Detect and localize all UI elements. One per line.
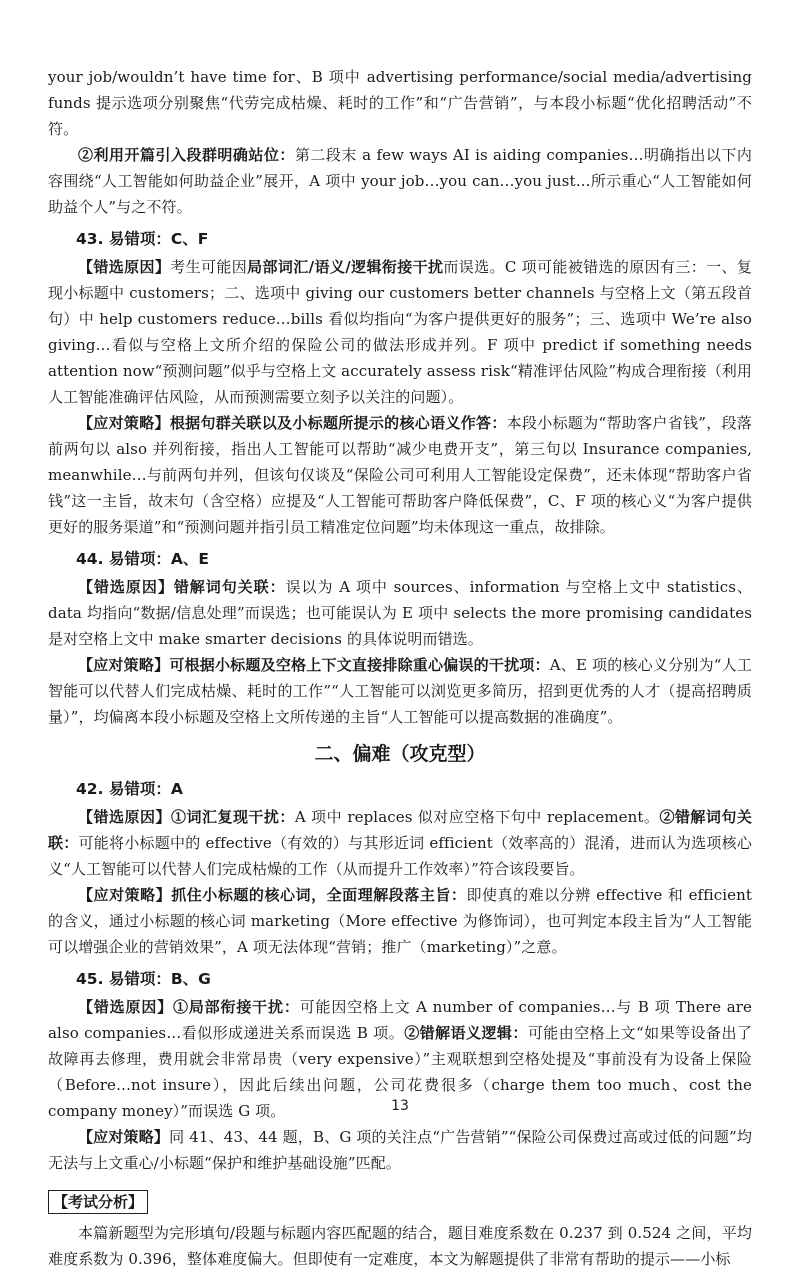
q42-reason-tail: A 项中 replaces 似对应空格下句中 replacement。 — [294, 808, 660, 826]
q44-strategy — [48, 652, 752, 730]
q45-reason-bold-2: ②错解语义逻辑： — [404, 1024, 528, 1042]
q42-strategy — [48, 882, 752, 960]
q43-reason — [48, 254, 752, 410]
q43-strategy — [48, 410, 752, 540]
intro-p2-lead: ②利用开篇引入段群明确站位： — [78, 146, 295, 164]
q42-reason — [48, 804, 752, 882]
q44-reason-tail: 误以为 A 项中 sources、information 与空格上文中 statistics、data 均指向“数据/信息处理”而误选；也可能误认为 E 项中 selects the more promising candidates 是对空格上文中 make smarter decisions 的具体说明而错选。 — [48, 578, 752, 648]
intro-p2-text: 第二段末 a few ways AI is aiding companies…明确指出以下内容围绕“人工智能如何助益企业”展开，A 项中 your job…you can…you just…所示重心“人工智能如何助益个人”与之不符。 — [48, 146, 753, 216]
q42-reason-tail-2: 可能将小标题中的 effective（有效的）与其形近词 efficient（效率高的）混淆，进而认为选项核心义“人工智能可以代替人们完成枯燥的工作（从而提升工作效率）”符合该段要旨。 — [48, 834, 753, 878]
q42-reason-lead: 【错选原因】 — [78, 808, 171, 826]
q42-strategy-tail: 即使真的难以分辨 effective 和 efficient 的含义，通过小标题的核心词 marketing（More effective 为修饰词），也可判定本段主旨为“人工智能可以增强企业的营销效果”，A 项无法体现“营销；推广（marketing）”之意。 — [48, 886, 753, 956]
q44-reason-bold: 错解词句关联： — [173, 578, 286, 596]
q43-strategy-tail: 本段小标题为“帮助客户省钱”，段落前两句以 also 并列衔接，指出人工智能可以帮助“减少电费开支”，第三句以 Insurance companies, meanwhile…与前两句并列，但该句仅谈及“保险公司可利用人工智能设定保费”，还未体现“帮助客户省钱”这一主旨，故末句（含空格）应提及“人工智能可帮助客户降低保费”，C、F 项的核心义“为客户提供更好的服务渠道”和“预测问题并指引员工精准定位问题”均未体现这一重点，故排除。 — [48, 414, 753, 536]
question-45-heading: 45. 易错项：B、G — [76, 970, 211, 988]
q42-reason-bold-2: ②错解词句关联： — [48, 808, 753, 852]
exam-analysis-text: 本篇新题型为完形填句/段题与标题内容匹配题的结合，题目难度系数在 0.237 到 0.524 之间，平均难度系数为 0.396，整体难度偏大。但即使有一定难度，本文为解题提供了非常有帮助的提示——小标 — [48, 1224, 752, 1268]
q45-strategy — [48, 1124, 752, 1176]
question-43-heading: 43. 易错项：C、F — [76, 230, 209, 248]
q45-reason-tail: 可能因空格上文 A number of companies…与 B 项 There are also companies…看似形成递进关系而误选 B 项。 — [48, 998, 752, 1042]
q44-reason — [48, 574, 752, 652]
q45-reason-tail-2: 可能由空格上文“如果等设备出了故障再去修理，费用就会非常昂贵（very expensive）”主观联想到空格处提及“事前没有为设备上保险（Before…not insure），因此后续出问题，公司花费很多（charge them too much、cost the company money）”而误选 G 项。 — [48, 1024, 752, 1120]
section-title: 二、偏难（攻克型） — [314, 743, 486, 765]
exam-analysis-label: 【考试分析】 — [48, 1190, 148, 1214]
q43-reason-bold: 局部词汇/语义/逻辑衔接干扰 — [247, 258, 444, 276]
q43-reason-lead: 【错选原因】 — [78, 258, 171, 276]
q44-reason-lead: 【错选原因】 — [78, 578, 174, 596]
intro-paragraph-2 — [48, 142, 752, 220]
page-number: 13 — [391, 1098, 409, 1114]
q42-strategy-lead: 【应对策略】 — [78, 886, 172, 904]
q44-strategy-tail: A、E 项的核心义分别为“人工智能可以代替人们完成枯燥、耗时的工作”“人工智能可以浏览更多简历，招到更优秀的人才（提高招聘质量）”，均偏离本段小标题及空格上文所传递的主旨“人工智能可以提高数据的准确度”。 — [48, 656, 752, 726]
intro-paragraph-1: your job/wouldn’t have time for、B 项中 advertising performance/social media/advertising funds 提示选项分别聚焦“代劳完成枯燥、耗时的工作”和“广告营销”，与本段小标题“优化招聘活动”不符。 — [48, 68, 752, 138]
q43-reason-text: 考生可能因 — [170, 258, 248, 276]
q45-reason-lead: 【错选原因】 — [78, 998, 174, 1016]
q44-strategy-bold: 可根据小标题及空格上下文直接排除重心偏误的干扰项： — [169, 656, 550, 674]
q45-strategy-text: 同 41、43、44 题，B、G 项的关注点“广告营销”“保险公司保费过高或过低的问题”均无法与上文重心/小标题“保护和维护基础设施”匹配。 — [48, 1128, 753, 1172]
q44-strategy-lead: 【应对策略】 — [78, 656, 170, 674]
q43-strategy-bold: 根据句群关联以及小标题所提示的核心语义作答： — [169, 414, 507, 432]
q43-strategy-lead: 【应对策略】 — [78, 414, 170, 432]
q42-strategy-bold: 抓住小标题的核心词，全面理解段落主旨： — [171, 886, 467, 904]
q45-reason-bold: ①局部衔接干扰： — [173, 998, 300, 1016]
q43-reason-tail: 而误选。C 项可能被错选的原因有三：一、复现小标题中 customers；二、选项中 giving our customers better channels 与空格上文（第五段首句）中 help customers reduce…bills 看似均指向“为客户提供更好的服务”；三、选项中 We’re also giving…看似与空格上文所介绍的保险公司的做法形成并列。F 项中 predict if something needs attention now“预测问题”似乎与空格上文 accurately assess risk“精准评估风险”构成合理衔接（利用人工智能准确评估风险，从而预测需要立刻予以关注的问题）。 — [48, 258, 752, 406]
q45-strategy-lead: 【应对策略】 — [78, 1128, 170, 1146]
question-44-heading: 44. 易错项：A、E — [76, 550, 209, 568]
question-42-heading: 42. 易错项：A — [76, 780, 183, 798]
q42-reason-bold: ①词汇复现干扰： — [170, 808, 295, 826]
